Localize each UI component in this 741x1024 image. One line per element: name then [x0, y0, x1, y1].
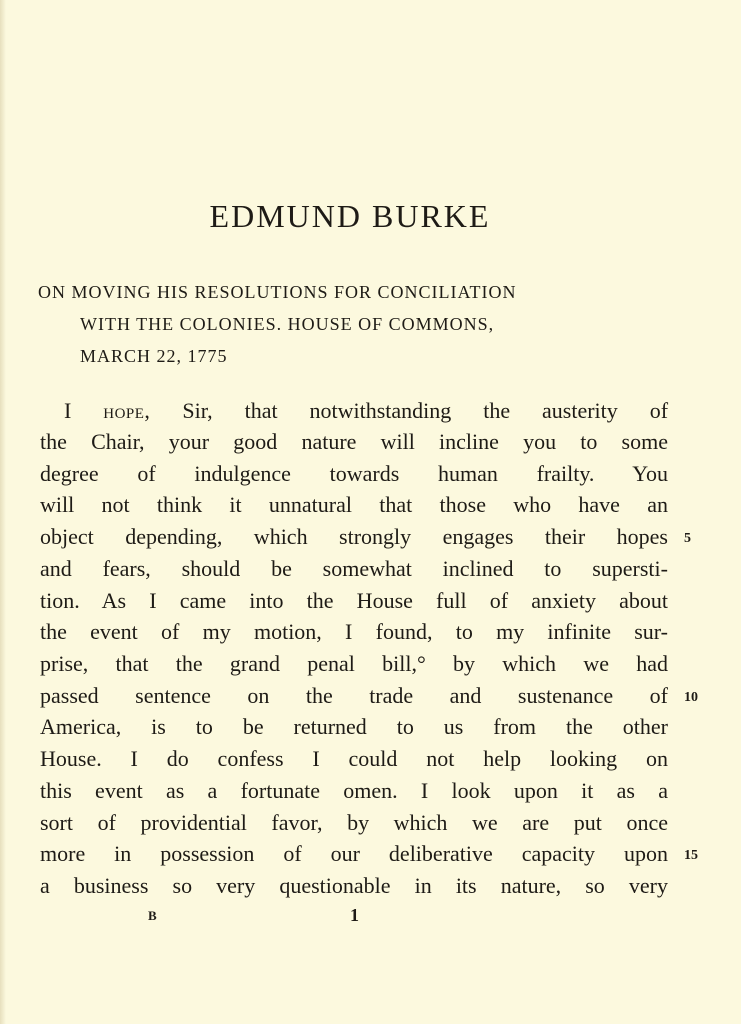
body-line-14: sort of providential favor, by which we are put once	[40, 810, 668, 835]
page-edge-shadow	[0, 0, 6, 1024]
body-line-6: and fears, should be somewhat inclined to supersti-	[40, 556, 668, 581]
body-first-line-rest: Sir, that notwithstanding the austerity of	[182, 398, 669, 423]
body-line-4: will not think it unnatural that those who have an	[40, 492, 668, 517]
body-line-1	[64, 396, 668, 426]
body-line-15: more in possession of our deliberative capacity upon	[40, 841, 668, 866]
body-first-word: I	[64, 398, 72, 423]
body-line-8: the event of my motion, I found, to my infinite sur-	[40, 619, 668, 644]
page-number: 1	[350, 905, 359, 925]
subtitle-line-3: MARCH 22, 1775	[80, 346, 228, 366]
body-small-caps-word: hope,	[103, 398, 151, 423]
body-line-16: a business so very questionable in its nature, so very	[40, 873, 668, 898]
body-line-10: passed sentence on the trade and sustenance of	[40, 683, 668, 708]
body-line-7: tion. As I came into the House full of anxiety about	[40, 588, 668, 613]
body-line-13: this event as a fortunate omen. I look upon it as a	[40, 778, 668, 803]
body-line-11: America, is to be returned to us from the other	[40, 714, 668, 739]
signature-mark: B	[148, 908, 157, 923]
body-line-9: prise, that the grand penal bill,° by which we had	[40, 651, 668, 676]
page-title: EDMUND BURKE	[209, 198, 491, 234]
body-line-5: object depending, which strongly engages their hopes	[40, 524, 668, 549]
subtitle-line-1: ON MOVING HIS RESOLUTIONS FOR CONCILIATION	[38, 282, 517, 302]
body-line-12: House. I do confess I could not help looking on	[40, 746, 668, 771]
subtitle-line-2: WITH THE COLONIES. HOUSE OF COMMONS,	[80, 314, 495, 334]
margin-line-number-10: 10	[684, 690, 698, 705]
body-line-2: the Chair, your good nature will incline you to some	[40, 429, 668, 454]
margin-line-number-5: 5	[684, 531, 691, 546]
margin-line-number-15: 15	[684, 848, 698, 863]
body-line-3: degree of indulgence towards human frailty. You	[40, 461, 668, 486]
